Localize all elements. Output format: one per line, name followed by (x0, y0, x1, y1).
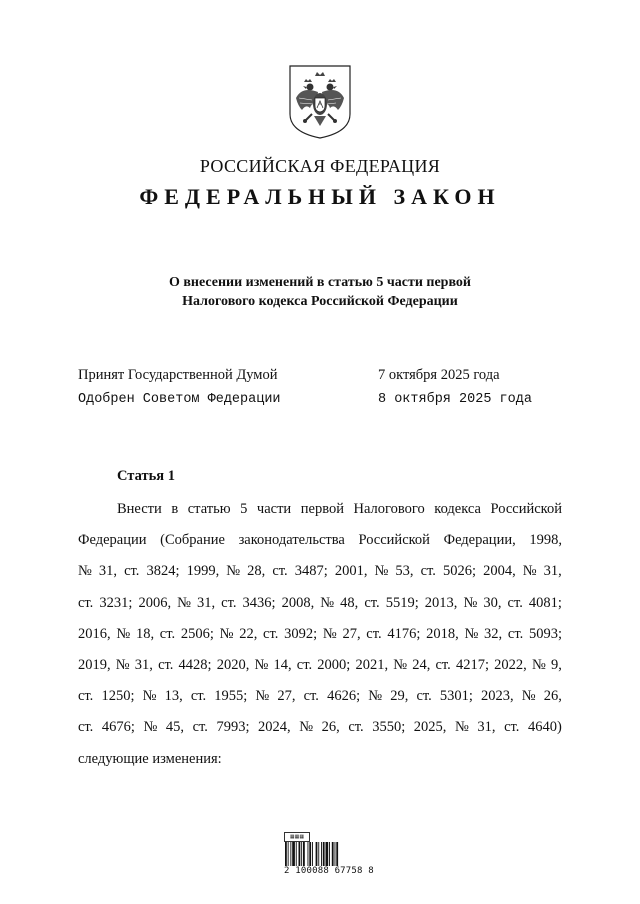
word: № (255, 688, 270, 705)
word: 2016, (78, 625, 111, 642)
word: 2024, (258, 719, 291, 736)
article-text-line (78, 655, 562, 675)
barcode-logo-icon: ▦▦▦ (284, 832, 310, 842)
word: ст. (263, 625, 279, 642)
word: 4428; (178, 657, 212, 673)
word: 22, (239, 625, 258, 642)
word: ст. (504, 719, 520, 736)
word: 13, (164, 688, 183, 705)
barcode-bar (332, 842, 334, 866)
word: № (219, 625, 234, 642)
word: 9, (550, 657, 562, 673)
word: ст. (272, 563, 288, 580)
barcode-number: 2 100088 67758 8 (284, 866, 374, 876)
word: 28, (247, 563, 266, 580)
word: ст. (416, 688, 432, 705)
word: 45, (165, 719, 184, 736)
barcode-bar (321, 842, 322, 866)
word: 1250; (101, 688, 135, 705)
barcode-bar (299, 842, 301, 866)
barcode-bar (301, 842, 302, 866)
word: 26, (543, 688, 562, 705)
word: ст. (420, 563, 436, 580)
word: № (531, 657, 546, 673)
word: 3436; (242, 594, 276, 611)
word: 26, (321, 719, 340, 736)
document-type-title: ФЕДЕРАЛЬНЫЙ ЗАКОН (139, 184, 501, 209)
barcode-bar (296, 842, 297, 866)
word: 3092; (284, 625, 318, 642)
word: 4626; (327, 688, 361, 705)
word: 2013, (424, 594, 458, 611)
word: 4640) (527, 719, 562, 736)
article-text-line (78, 624, 562, 644)
word: 3550; (372, 719, 406, 736)
adoption-body: Одобрен Советом Федерации (78, 392, 281, 407)
word: 2001, (334, 563, 368, 580)
word: 2004, (483, 563, 516, 580)
article-text-line: следующие изменения: (78, 750, 222, 767)
word: 4176; (387, 625, 421, 642)
barcode (284, 832, 374, 878)
barcode-bar (285, 842, 287, 866)
word: Налогового (353, 501, 425, 517)
article-heading: Статья 1 (117, 468, 175, 484)
word: в (171, 501, 179, 517)
word: № (522, 563, 537, 580)
word: 2506; (180, 625, 214, 642)
word: 14, (273, 657, 292, 673)
subject-line: Налогового кодекса Российской Федерации (182, 294, 458, 309)
barcode-bar (303, 842, 305, 866)
word: 53, (395, 563, 414, 580)
barcode-bar (323, 842, 325, 866)
word: 3824; (146, 563, 180, 580)
word: ст. (192, 719, 208, 736)
word: 27, (342, 625, 361, 642)
barcode-bar (288, 842, 289, 866)
word: № (226, 563, 241, 580)
word: 5 (240, 501, 248, 517)
article-text-line (78, 717, 562, 737)
adoption-date: 8 октября 2025 года (378, 392, 532, 407)
word: ст. (221, 594, 237, 611)
word: Российской (358, 532, 430, 549)
word: ст. (190, 688, 207, 705)
word: № (320, 594, 335, 611)
barcode-bar (292, 842, 295, 866)
word: № (115, 657, 130, 673)
word: 31, (98, 563, 118, 580)
word: ст. (348, 719, 364, 736)
word: ст. (159, 625, 176, 642)
word: ст. (366, 625, 382, 642)
word: 1999, (186, 563, 220, 580)
article-text-line (78, 686, 562, 706)
word: № (299, 719, 314, 736)
barcode-bar (290, 842, 291, 866)
word: Внести (117, 501, 162, 517)
word: ст. (364, 594, 380, 611)
word: 4217; (455, 657, 489, 673)
word: 5519; (385, 594, 419, 611)
word: ст. (124, 563, 140, 580)
word: ст. (296, 657, 313, 673)
word: 2022, (494, 657, 527, 673)
word: 2021, (355, 657, 389, 673)
word: № (177, 594, 191, 611)
barcode-bar (329, 842, 330, 866)
word: 2006, (138, 594, 172, 611)
article-text-line (78, 530, 562, 550)
word: 31, (543, 563, 562, 580)
coat-of-arms-icon (288, 64, 352, 140)
word: 2000; (317, 657, 351, 673)
word: № (374, 563, 389, 580)
article-text-line (78, 561, 562, 581)
word: ст. (303, 688, 319, 705)
word: № (368, 688, 383, 705)
word: первой (300, 501, 344, 517)
word: 2023, (481, 688, 514, 705)
word: (Собрание (160, 532, 225, 549)
subject-line: О внесении изменений в статью 5 части первой (168, 275, 471, 290)
word: 1998, (529, 532, 562, 549)
word: 30, (483, 594, 502, 611)
word: 5093; (528, 625, 562, 642)
word: Федерации, (443, 532, 516, 549)
adoption-body: Принят Государственной Думой (78, 367, 278, 383)
word: 27, (277, 688, 296, 705)
barcode-bar (335, 842, 336, 866)
barcode-bar (318, 842, 319, 866)
word: 24, (412, 657, 431, 673)
word: 4676; (101, 719, 135, 736)
word: 31, (477, 719, 496, 736)
word: № (254, 657, 269, 673)
word: № (521, 688, 536, 705)
word: 3487; (294, 563, 328, 580)
word: № (142, 688, 157, 705)
word: 2018, (426, 625, 459, 642)
word: 2019, (78, 657, 111, 673)
word: 2025, (413, 719, 447, 736)
barcode-bar (312, 842, 313, 866)
word: Российской (490, 501, 562, 517)
word: Федерации (78, 532, 147, 549)
word: № (463, 594, 478, 611)
word: № (393, 657, 408, 673)
word: 5301; (439, 688, 473, 705)
country-name: РОССИЙСКАЯ ФЕДЕРАЦИЯ (199, 156, 441, 176)
word: кодекса (434, 501, 481, 517)
word: 31, (197, 594, 216, 611)
word: 2008, (281, 594, 315, 611)
barcode-bar (309, 842, 311, 866)
word: ст. (435, 657, 451, 673)
word: 31, (134, 657, 153, 673)
adoption-date: 7 октября 2025 года (378, 367, 500, 383)
barcode-icon (284, 842, 370, 866)
word: 18, (135, 625, 155, 642)
word: № (116, 625, 131, 642)
law-subject (0, 273, 640, 311)
word: 32, (484, 625, 503, 642)
barcode-bar (316, 842, 318, 866)
word: законодательства (238, 532, 345, 549)
article-text-line (117, 499, 562, 519)
word: 7993; (216, 719, 250, 736)
word: ст. (78, 594, 94, 611)
word: 3231; (99, 594, 133, 611)
word: ст. (78, 688, 94, 705)
word: ст. (78, 719, 94, 736)
word: 29, (390, 688, 409, 705)
barcode-bar (326, 842, 329, 866)
word: ст. (507, 625, 524, 642)
article-text-line (78, 593, 562, 613)
word: № (454, 719, 469, 736)
word: 48, (340, 594, 359, 611)
word: 1955; (214, 688, 248, 705)
barcode-bar (308, 842, 309, 866)
word: части (256, 501, 292, 517)
word: № (464, 625, 479, 642)
word: № (78, 563, 92, 580)
word: № (322, 625, 337, 642)
word: 5026; (442, 563, 476, 580)
barcode-bar (336, 842, 338, 866)
word: 2020, (216, 657, 250, 673)
word: ст. (507, 594, 523, 611)
word: 4081; (528, 594, 562, 611)
word: № (143, 719, 158, 736)
word: ст. (158, 657, 174, 673)
word: статью (187, 501, 231, 517)
